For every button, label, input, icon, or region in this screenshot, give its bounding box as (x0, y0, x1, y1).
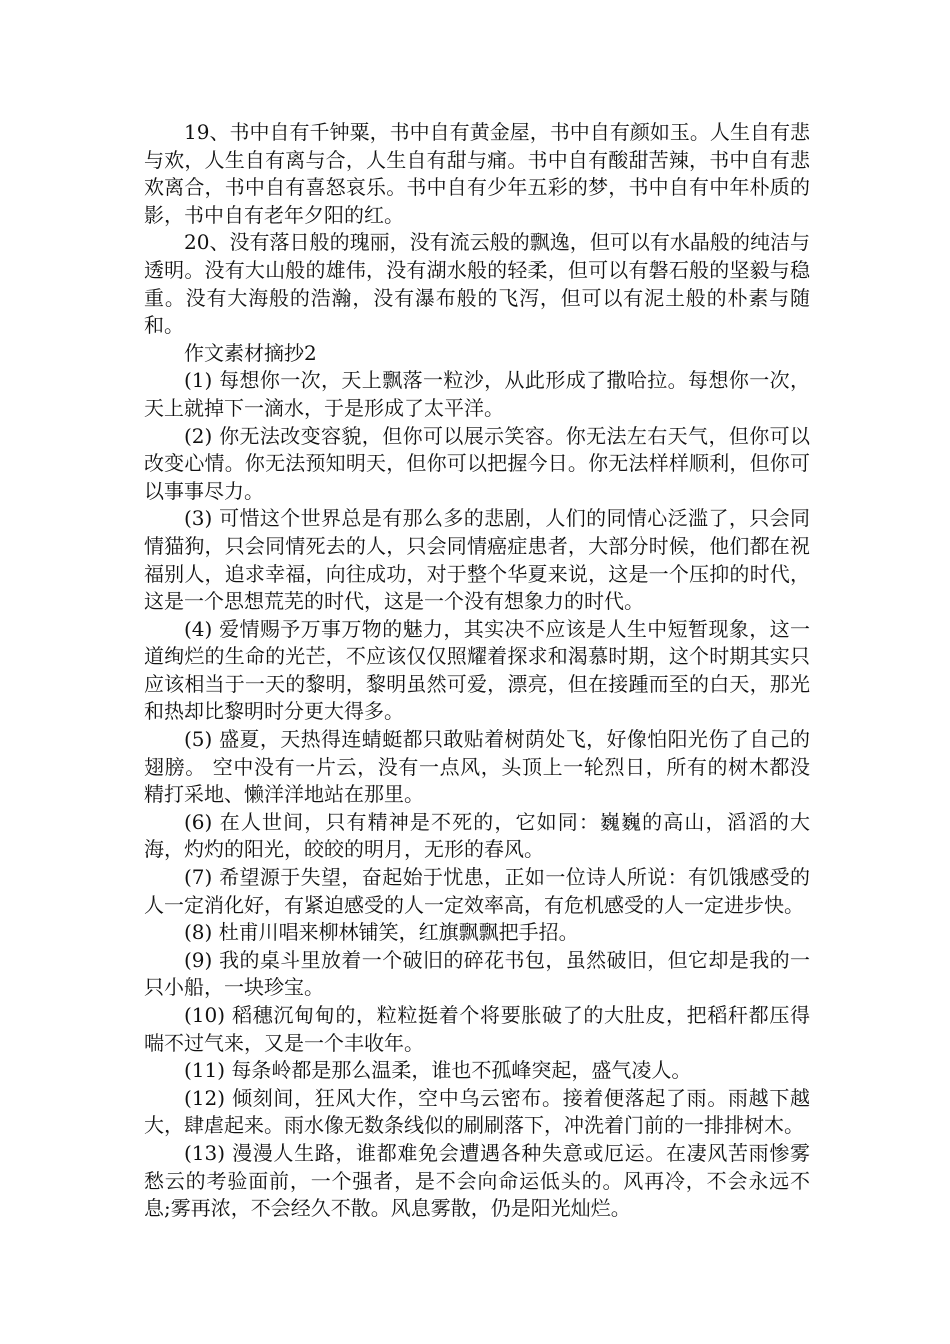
paragraph-item-2: (2) 你无法改变容貌，但你可以展示笑容。你无法左右天气，但你可以改变心情。你无法预知明天，但你可以把握今日。你无法样样顺利，但你可以事事尽力。 (144, 423, 810, 503)
paragraph-item-1: (1) 每想你一次，天上飘落一粒沙，从此形成了撒哈拉。每想你一次，天上就掉下一滴水，于是形成了太平洋。 (144, 368, 810, 420)
paragraph-item-12: (12) 倾刻间，狂风大作，空中乌云密布。接着便落起了雨。雨越下越大，肆虐起来。雨水像无数条线似的刷刷落下，冲洗着门前的一排排树木。 (144, 1085, 810, 1138)
section-heading: 作文素材摘抄2 (184, 340, 317, 365)
paragraph-item-10: (10) 稻穗沉甸甸的，粒粒挺着个将要胀破了的大肚皮，把稻秆都压得喘不过气来，又是一个丰收年。 (144, 1003, 810, 1055)
paragraph-item-11: (11) 每条岭都是那么温柔，谁也不孤峰突起，盛气凌人。 (184, 1058, 692, 1083)
paragraph-item-8: (8) 杜甫川唱来柳林铺笑，红旗飘飘把手招。 (184, 920, 579, 945)
paragraph-item-5: (5) 盛夏，天热得连蜻蜓都只敢贴着树荫处飞，好像怕阳光伤了自己的翅膀。 空中没有一片云，没有一点风，头顶上一轮烈日，所有的树木都没精打采地、懒洋洋地站在那里。 (144, 727, 810, 807)
document-page (144, 119, 810, 1223)
paragraph-item-7: (7) 希望源于失望，奋起始于忧患，正如一位诗人所说：有饥饿感受的人一定消化好，有紧迫感受的人一定效率高，有危机感受的人一定进步快。 (144, 865, 810, 917)
paragraph-19: 19、书中自有千钟粟，书中自有黄金屋，书中自有颜如玉。人生自有悲与欢，人生自有离与合，人生自有甜与痛。书中自有酸甜苦辣，书中自有悲欢离合，书中自有喜怒哀乐。书中自有少年五彩的梦，书中自有中年朴质的影，书中自有老年夕阳的红。 (144, 120, 810, 227)
paragraph-item-6: (6) 在人世间，只有精神是不死的，它如同：巍巍的高山，滔滔的大海，灼灼的阳光，皎皎的明月，无形的春风。 (144, 809, 810, 862)
paragraph-item-4: (4) 爱情赐予万事万物的魅力，其实决不应该是人生中短暂现象，这一道绚烂的生命的光芒，不应该仅仅照耀着探求和渴慕时期，这个时期其实只应该相当于一天的黎明，黎明虽然可爱，漂亮，但在接踵而至的白天，那光和热却比黎明时分更大得多。 (144, 616, 810, 724)
paragraph-item-9: (9) 我的桌斗里放着一个破旧的碎花书包，虽然破旧，但它却是我的一只小船，一块珍宝。 (144, 947, 810, 1000)
paragraph-item-3: (3) 可惜这个世界总是有那么多的悲剧，人们的同情心泛滥了，只会同情猫狗，只会同情死去的人，只会同情癌症患者，大部分时候，他们都在祝福别人，追求幸福，向往成功，对于整个华夏来说，这是一个压抑的时代，这是一个思想荒芜的时代，这是一个没有想象力的时代。 (144, 506, 810, 614)
paragraph-item-13: (13) 漫漫人生路，谁都难免会遭遇各种失意或厄运。在凄风苦雨惨雾愁云的考验面前，一个强者，是不会向命运低头的。风再冷，不会永远不息;雾再浓，不会经久不散。风息雾散，仍是阳光灿烂。 (144, 1140, 810, 1221)
paragraph-20: 20、没有落日般的瑰丽，没有流云般的飘逸，但可以有水晶般的纯洁与透明。没有大山般的雄伟，没有湖水般的轻柔，但可以有磐石般的坚毅与稳重。没有大海般的浩瀚，没有瀑布般的飞泻，但可以有泥土般的朴素与随和。 (144, 230, 810, 338)
